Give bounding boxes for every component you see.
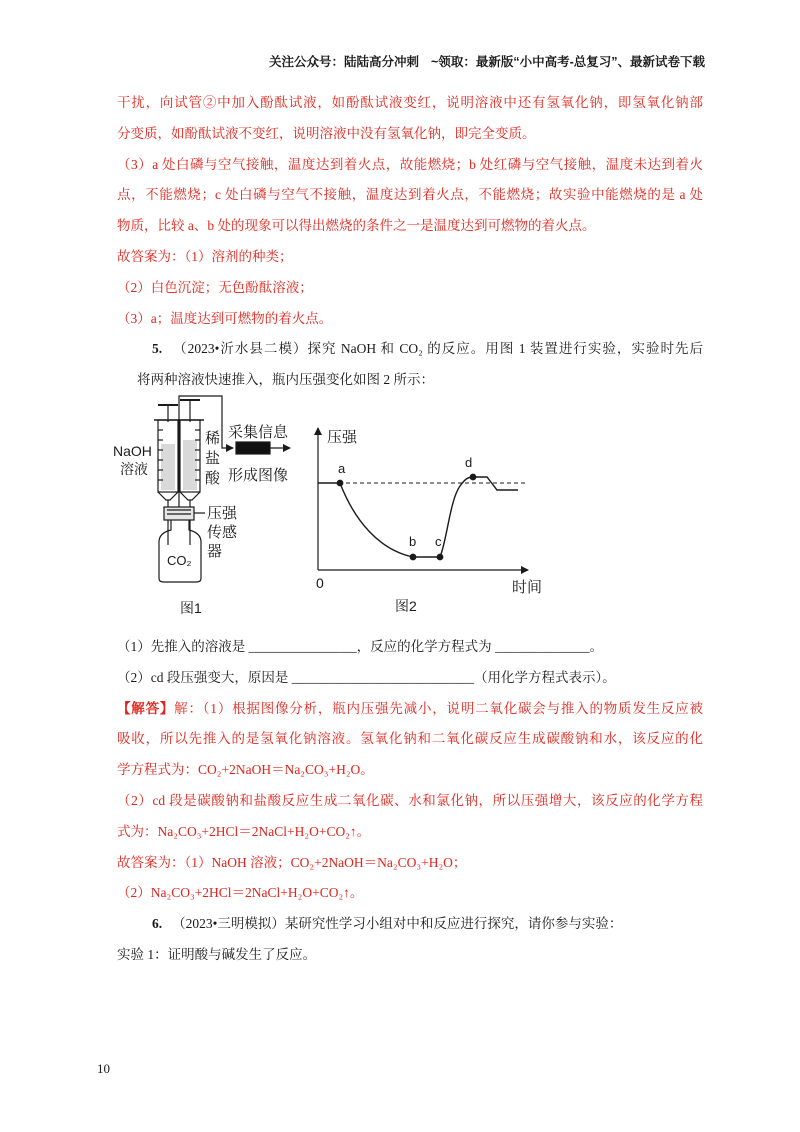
bottle: [159, 520, 201, 582]
page-header: [269, 52, 705, 70]
solution-line: 吸收，所以先推入的是氢氧化钠溶液。氢氧化钠和二氧化碳反应生成碳酸钠和水，该反应的化: [117, 731, 703, 747]
acid-syringe: [178, 400, 204, 545]
solution-line: （2）cd 段是碳酸钠和盐酸反应生成二氧化碳、水和氯化钠，所以压强增大，该反应的化学方程: [117, 792, 703, 808]
question-6-stem-text: 某研究性学习小组对中和反应进行探究，请你参与实验：: [284, 916, 623, 932]
solution-line: 物质，比较 a、b 处的现象可以得出燃烧的条件之一是温度达到可燃物的着火点。: [117, 218, 596, 234]
figure-2-labels: [316, 429, 542, 614]
point-c-label: c: [435, 534, 442, 549]
answer-line: （2）Na₂CO₃+2HCl＝2NaCl+H₂O+CO₂↑。: [117, 885, 364, 901]
question-5-stem: [117, 334, 703, 365]
sensor-label: 压强: [207, 505, 238, 522]
question-6-source: （2023•三明模拟）: [172, 916, 285, 932]
solution-line: （3）a 处白磷与空气接触，温度达到着火点，故能燃烧；b 处红磷与空气接触，温度未达到着火: [117, 156, 703, 172]
question-5-stem-cont: 将两种溶液快速推入，瓶内压强变化如图 2 所示：: [137, 372, 434, 388]
collector-label-bottom: 形成图像: [228, 467, 289, 484]
page-number: 10: [97, 1061, 110, 1076]
collector-label-top: 采集信息: [228, 424, 289, 441]
figure-1-caption: 图1: [180, 600, 202, 616]
sub-question: （1）先推入的溶液是 ________________，反应的化学方程式为 ______________。: [117, 639, 603, 654]
point-d-label: d: [465, 455, 473, 470]
text-block-top: [117, 88, 703, 396]
solution-text: 解：（1）根据图像分析，瓶内压强先减小，说明二氧化碳会与推入的物质发生反应被: [174, 700, 703, 716]
sub-question: （2）cd 段压强变大，原因是 ___________________________（用化学方程式表示）。: [117, 669, 616, 685]
question-5-number: 5.: [152, 341, 163, 357]
y-axis-label: 压强: [327, 429, 358, 446]
sensor-label: 传感: [207, 524, 238, 541]
acid-label: 稀: [205, 430, 221, 447]
figure-2: [318, 428, 528, 570]
header-account: 关注公众号：陆陆高分冲刺: [269, 55, 420, 69]
figures-svg: [0, 395, 800, 631]
point-a-label: a: [338, 461, 346, 476]
point-d-marker: [470, 474, 476, 480]
figure-2-caption: 图2: [395, 598, 417, 614]
point-a-marker: [337, 480, 343, 486]
solution-line: 分变质，如酚酞试液不变红，说明溶液中没有氢氧化钠，即完全变质。: [117, 125, 536, 141]
solution-line: 学方程式为：CO₂+2NaOH＝Na₂CO₃+H₂O。: [117, 762, 374, 778]
solution-tag: 【解答】: [117, 700, 175, 716]
header-promo: ~领取：最新版“小中高考-总复习”、最新试卷下载: [431, 55, 705, 69]
question-5-source: （2023•沂水县二模）: [172, 341, 308, 357]
naoh-label: NaOH: [113, 443, 152, 459]
answer-line: 故答案为：（1）溶剂的种类；: [117, 248, 293, 264]
solution-line: 点，不能燃烧；c 处白磷与空气不接触，温度达到着火点，不能燃烧；故实验中能燃烧的是 a 处: [117, 187, 703, 203]
x-axis-label: 时间: [512, 579, 543, 596]
point-b-marker: [410, 554, 416, 560]
figure-area: [0, 395, 800, 631]
solution-line: [117, 694, 703, 725]
experiment-1-title: 实验 1：证明酸与碱发生了反应。: [117, 946, 317, 962]
question-6-stem: [117, 909, 703, 940]
pressure-curve: [318, 477, 518, 557]
naoh-syringe: [154, 405, 180, 545]
question-6-number: 6.: [152, 916, 163, 932]
text-block-bottom: [117, 632, 703, 971]
solution-line: 式为：Na₂CO₃+2HCl＝2NaCl+H₂O+CO₂↑。: [117, 823, 371, 839]
acid-label: 盐: [205, 450, 221, 467]
answer-line: （2）白色沉淀；无色酚酞溶液；: [117, 279, 313, 295]
question-5-stem-text: 探究 NaOH 和 CO₂ 的反应。用图 1 装置进行实验，实验时先后: [307, 341, 703, 357]
data-collector-box: [236, 442, 270, 454]
sensor-label: 器: [207, 543, 223, 560]
answer-line: 故答案为：（1）NaOH 溶液；CO₂+2NaOH＝Na₂CO₃+H₂O；: [117, 854, 467, 870]
answer-line: （3）a；温度达到可燃物的着火点。: [117, 310, 333, 326]
point-c-marker: [437, 554, 443, 560]
bottle-gas-label: CO₂: [167, 553, 192, 568]
acid-label: 酸: [205, 470, 221, 487]
origin-label: 0: [316, 575, 324, 591]
naoh-label: 溶液: [120, 461, 148, 477]
solution-line: 干扰，向试管②中加入酚酞试液，如酚酞试液变红，说明溶液中还有氢氧化钠，即氢氧化钠部: [117, 95, 703, 110]
point-b-label: b: [409, 534, 417, 549]
